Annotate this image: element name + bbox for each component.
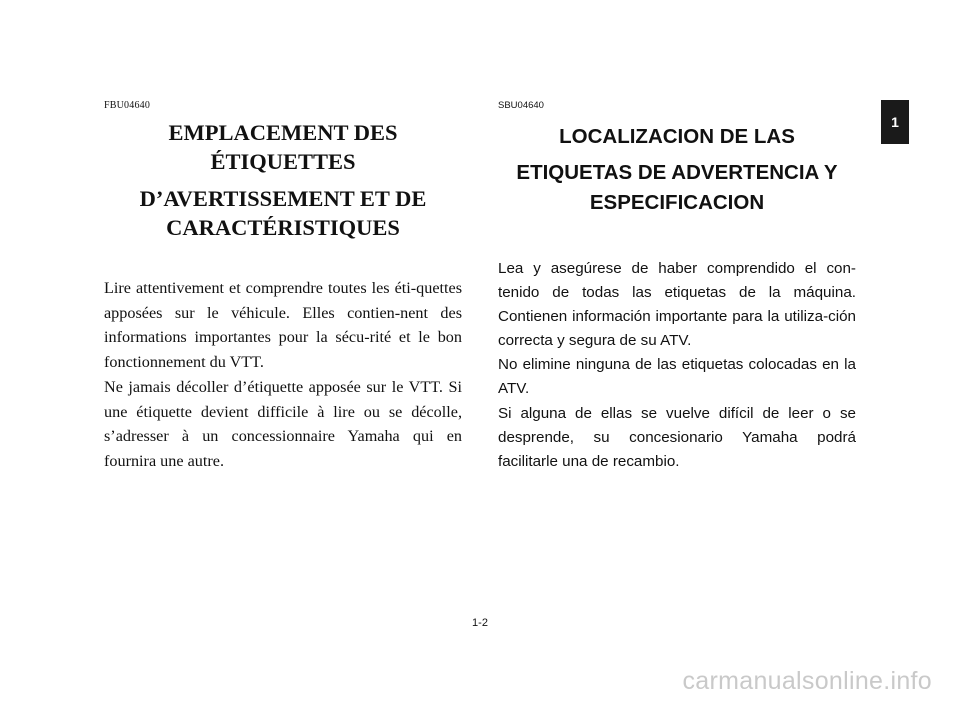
french-body-text	[104, 276, 462, 474]
spanish-title-line: LOCALIZACION DE LAS	[559, 125, 795, 148]
spanish-title-line: ESPECIFICACION	[589, 191, 765, 214]
french-title-line: D’AVERTISSEMENT ET DE	[139, 186, 427, 211]
french-column	[104, 100, 462, 474]
spanish-column	[498, 100, 856, 474]
spanish-paragraph: Si alguna de ellas se vuelve difícil de leer o se desprende, su concesionario Yamaha podrá facilitarle una de recambio.	[498, 404, 856, 470]
french-title-line: ÉTIQUETTES	[210, 149, 356, 174]
spanish-section-title	[498, 122, 856, 218]
chapter-tab: 1	[881, 100, 909, 144]
french-section-code: FBU04640	[104, 100, 151, 111]
french-section-title	[104, 118, 462, 242]
spanish-paragraph: Lea y asegúrese de haber comprendido el con-tenido de todas las etiquetas de la máquina. Contienen información importante para la utiliza-ción correcta y segura de su ATV.	[498, 260, 856, 350]
french-title-line: EMPLACEMENT DES	[168, 120, 398, 145]
spanish-title-line: ETIQUETAS DE ADVERTENCIA Y	[516, 161, 838, 184]
watermark-text: carmanualsonline.info	[682, 667, 932, 695]
spanish-paragraph: No elimine ninguna de las etiquetas colocadas en la ATV.	[498, 356, 856, 398]
french-paragraph: Lire attentivement et comprendre toutes les éti-quettes apposées sur le véhicule. Elles contien-nent des informations importantes pour la sécu-rité et le bon fonctionnement du VTT.	[104, 279, 462, 372]
spanish-section-code: SBU04640	[498, 100, 544, 111]
spanish-body-text	[498, 257, 856, 474]
french-paragraph: Ne jamais décoller d’étiquette apposée sur le VTT. Si une étiquette devient difficile à lire ou se décolle, s’adresser à un concessionnaire Yamaha qui en fournira une autre.	[104, 377, 462, 470]
french-title-line: CARACTÉRISTIQUES	[166, 215, 400, 240]
page-number: 1-2	[472, 617, 488, 629]
